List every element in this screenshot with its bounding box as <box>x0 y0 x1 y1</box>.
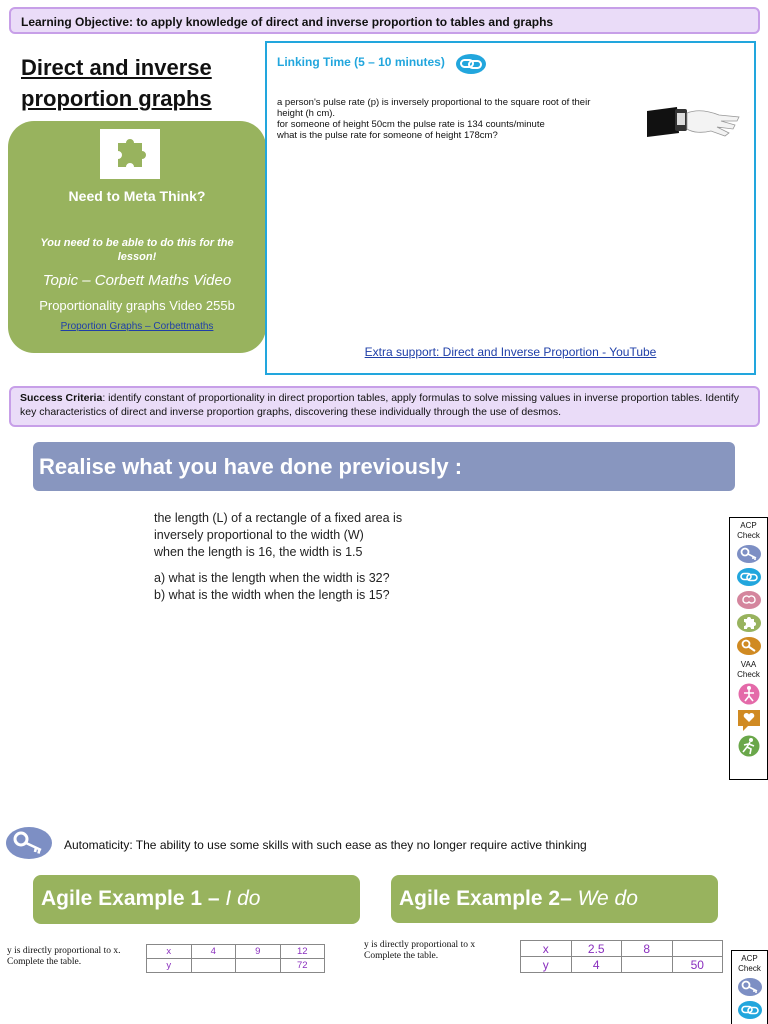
table-row <box>147 959 325 973</box>
vaa-check-label: VAA Check <box>737 660 760 679</box>
agile-example-1-banner <box>33 875 360 924</box>
acp-check-sidebar-bottom <box>731 950 768 1024</box>
learning-objective-text: Learning Objective: to apply knowledge of direct and inverse proportion to tables and graphs <box>21 15 554 29</box>
table-cell: 4 <box>191 945 236 959</box>
linking-time-box <box>265 41 756 375</box>
table-cell: 2.5 <box>571 941 622 957</box>
meta-icon-box <box>100 129 160 179</box>
wrist-watch-image <box>647 103 743 148</box>
table-row <box>521 941 723 957</box>
meta-topic: Topic – Corbett Maths Video <box>42 272 232 289</box>
acp-check-sidebar <box>729 517 768 780</box>
chain-link-icon <box>736 567 762 587</box>
agile-1-title: Agile Example 1 – <box>41 887 226 910</box>
problem-part-b: b) what is the width when the length is 15? <box>154 588 390 602</box>
success-criteria-label: Success Criteria <box>20 392 103 404</box>
success-criteria-banner <box>9 386 760 427</box>
question-line: for someone of height 50cm the pulse rate is 134 counts/minute <box>277 119 545 130</box>
table-cell: 9 <box>236 945 281 959</box>
chain-link-icon <box>737 1000 763 1020</box>
meta-heading: Need to Meta Think? <box>68 188 206 204</box>
key-icon <box>5 825 53 861</box>
agile-2-question: y is directly proportional to x Complete the table. <box>364 940 476 961</box>
table-cell[interactable] <box>236 959 281 973</box>
linking-icon-wrap <box>455 52 487 81</box>
corbettmaths-link[interactable]: Proportion Graphs – Corbettmaths <box>60 321 214 332</box>
table-cell: 50 <box>672 957 723 973</box>
person-pink-icon <box>736 683 762 705</box>
puzzle-piece-icon <box>100 129 160 179</box>
problem-line: inversely proportional to the width (W) <box>154 528 364 542</box>
agile-2-title-italic: We do <box>577 887 638 910</box>
table-row <box>521 957 723 973</box>
table-cell: 12 <box>280 945 325 959</box>
key-icon <box>736 544 762 564</box>
table-cell: 4 <box>571 957 622 973</box>
magnifier-icon <box>736 636 762 656</box>
table-cell[interactable] <box>622 957 673 973</box>
runner-icon <box>736 735 762 757</box>
realise-banner: Realise what you have done previously : <box>33 442 735 491</box>
agile-1-title-italic: I do <box>225 887 261 910</box>
agile-example-2-banner <box>391 875 718 923</box>
question-line: a person's pulse rate (p) is inversely proportional to the square root of their <box>277 97 591 108</box>
table-row <box>147 945 325 959</box>
table-cell: y <box>147 959 192 973</box>
rectangle-problem <box>154 510 474 604</box>
acp-check-label: ACP Check <box>737 521 760 540</box>
pulse-rate-question <box>277 97 637 141</box>
question-line: what is the pulse rate for someone of height 178cm? <box>277 130 498 141</box>
meta-video: Proportionality graphs Video 255b <box>39 298 235 313</box>
key-icon <box>737 977 763 997</box>
extra-support-link[interactable]: Extra support: Direct and Inverse Proportion - YouTube <box>364 345 657 359</box>
puzzle-piece-icon <box>736 613 762 633</box>
problem-line: the length (L) of a rectangle of a fixed area is <box>154 511 403 525</box>
brain-icon <box>736 590 762 610</box>
linking-time-heading: Linking Time (5 – 10 minutes) <box>277 55 445 69</box>
table-cell: 8 <box>622 941 673 957</box>
question-line: height (h cm). <box>277 108 336 119</box>
meta-need-text: You need to be able to do this for the lesson! <box>40 237 234 263</box>
problem-part-a: a) what is the length when the width is 32? <box>154 571 390 585</box>
agile-2-title: Agile Example 2– <box>399 887 578 910</box>
table-cell: x <box>521 941 572 957</box>
automaticity-text: Automaticity: The ability to use some skills with such ease as they no longer require active thinking <box>64 838 587 852</box>
learning-objective-banner <box>9 7 760 34</box>
agile-1-question: y is directly proportional to x. Complete the table. <box>7 946 121 967</box>
problem-line: when the length is 16, the width is 1.5 <box>154 545 363 559</box>
chain-link-icon <box>455 52 487 76</box>
table-cell[interactable] <box>672 941 723 957</box>
heart-speech-icon <box>736 708 762 732</box>
automaticity-icon-wrap <box>5 825 53 866</box>
page-title: Direct and inverse proportion graphs <box>21 55 212 111</box>
table-cell: 72 <box>280 959 325 973</box>
agile-2-table <box>520 940 723 973</box>
agile-1-table <box>146 944 325 973</box>
acp-check-label: ACP Check <box>738 954 761 973</box>
wrist-watch-icon <box>647 103 743 143</box>
success-criteria-text: : identify constant of proportionality in direct proportion tables, apply formulas to solve missing values in inverse proportion tables. Identify key characteristics of direct and inverse proportion graphs, discovering these individually through the use of desmos. <box>20 392 740 418</box>
table-cell[interactable] <box>191 959 236 973</box>
table-cell: y <box>521 957 572 973</box>
table-cell: x <box>147 945 192 959</box>
meta-think-panel <box>8 121 266 353</box>
